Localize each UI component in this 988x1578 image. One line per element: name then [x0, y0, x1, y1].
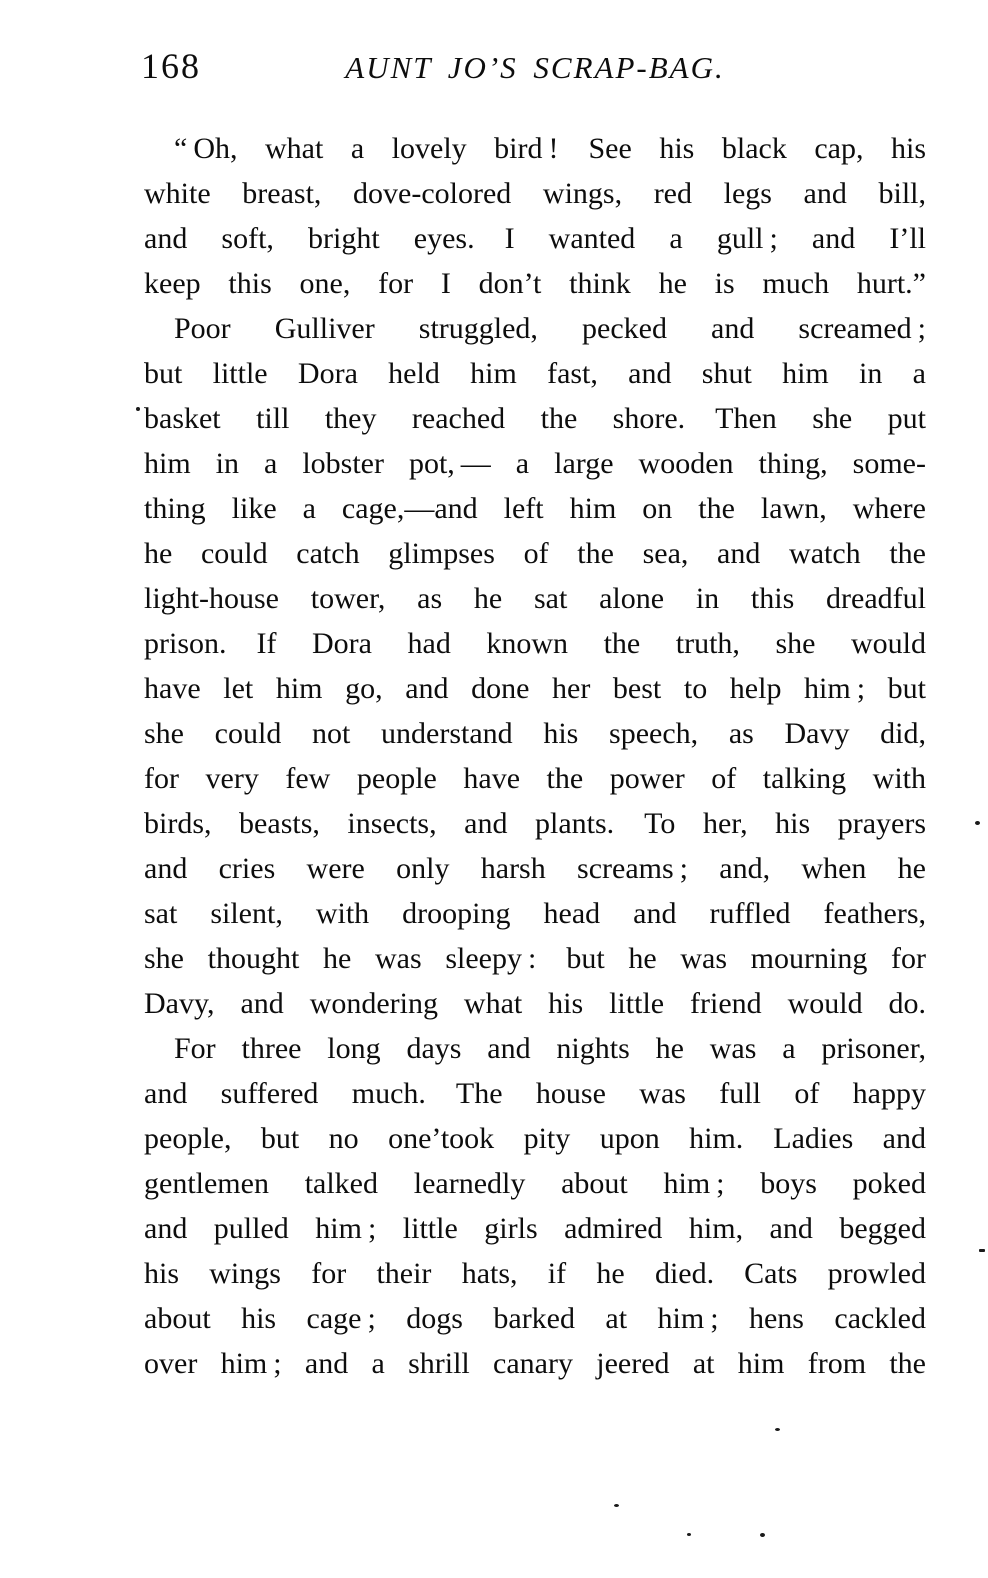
text-line: Poor Gulliver struggled, pecked and screamed ; [174, 312, 926, 345]
text-line: prison. If Dora had known the truth, she would [144, 627, 926, 660]
scan-speck [614, 1504, 619, 1507]
scan-speck [979, 1249, 985, 1252]
text-line: birds, beasts, insects, and plants. To her, his prayers [144, 807, 926, 840]
text-line: basket till they reached the shore. Then she put [144, 402, 926, 435]
paragraph [144, 126, 926, 306]
text-line: “ Oh, what a lovely bird ! See his black cap, his [174, 132, 926, 165]
text-line: and cries were only harsh screams ; and, when he [144, 852, 926, 885]
text-line: For three long days and nights he was a prisoner, [174, 1032, 926, 1065]
text-line: keep this one, for I don’t think he is much hurt.” [144, 267, 926, 300]
text-line: but little Dora held him fast, and shut him in a [144, 357, 926, 390]
text-line: his wings for their hats, if he died. Cats prowled [144, 1257, 926, 1290]
text-line: have let him go, and done her best to help him ; but [144, 672, 926, 705]
text-line: him in a lobster pot, — a large wooden thing, some- [144, 447, 926, 480]
paragraph [144, 1026, 926, 1386]
paragraph [144, 306, 926, 1026]
scan-speck [136, 407, 140, 411]
text-line: thing like a cage,—and left him on the lawn, where [144, 492, 926, 525]
text-line: she could not understand his speech, as Davy did, [144, 717, 926, 750]
text-line: and pulled him ; little girls admired him, and begged [144, 1212, 926, 1245]
scan-speck [975, 821, 980, 825]
text-line: over him ; and a shrill canary jeered at him from the [144, 1347, 926, 1380]
text-line: and soft, bright eyes. I wanted a gull ; and I’ll [144, 222, 926, 255]
text-line: he could catch glimpses of the sea, and watch the [144, 537, 926, 570]
text-line: she thought he was sleepy : but he was mourning for [144, 942, 926, 975]
scan-speck [775, 1428, 780, 1431]
text-line: white breast, dove-colored wings, red legs and bill, [144, 177, 926, 210]
scan-speck [760, 1533, 765, 1537]
text-line: for very few people have the power of talking with [144, 762, 926, 795]
text-line: Davy, and wondering what his little friend would do. [144, 987, 926, 1020]
page-number: 168 [141, 46, 201, 86]
text-line: sat silent, with drooping head and ruffled feathers, [144, 897, 926, 930]
running-title: AUNT JO’S SCRAP-BAG. [345, 50, 725, 85]
scan-speck [687, 1533, 691, 1536]
text-line: gentlemen talked learnedly about him ; boys poked [144, 1167, 926, 1200]
text-line: and suffered much. The house was full of happy [144, 1077, 926, 1110]
text-line: people, but no one’took pity upon him. Ladies and [144, 1122, 926, 1155]
page-body-text [144, 126, 926, 1386]
text-line: about his cage ; dogs barked at him ; hens cackled [144, 1302, 926, 1335]
text-line: light-house tower, as he sat alone in this dreadful [144, 582, 926, 615]
